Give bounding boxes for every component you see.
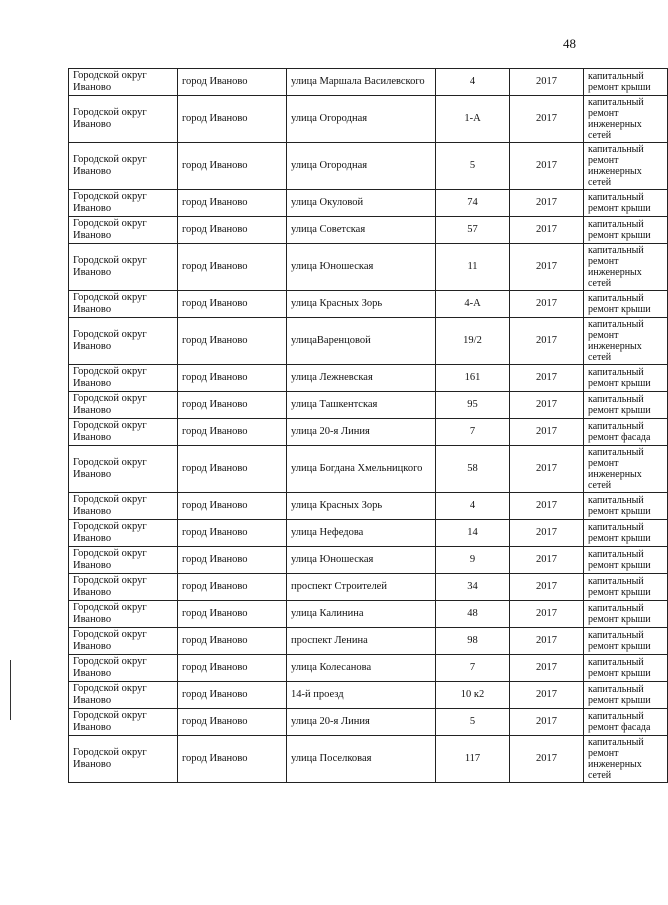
year-cell: 2017	[510, 682, 584, 709]
street-cell: улица Нефедова	[287, 520, 436, 547]
street-cell: улица Красных Зорь	[287, 493, 436, 520]
house-number-cell: 161	[436, 365, 510, 392]
table-row	[69, 318, 668, 365]
city-cell: город Иваново	[178, 392, 287, 419]
table-row	[69, 520, 668, 547]
table-row	[69, 655, 668, 682]
work-type-cell: капитальный ремонт инженерных сетей	[584, 244, 668, 291]
district-cell: Городской округ Иваново	[69, 318, 178, 365]
year-cell: 2017	[510, 318, 584, 365]
district-cell: Городской округ Иваново	[69, 244, 178, 291]
house-number-cell: 34	[436, 574, 510, 601]
street-cell: улицаВаренцовой	[287, 318, 436, 365]
city-cell: город Иваново	[178, 493, 287, 520]
city-cell: город Иваново	[178, 69, 287, 96]
city-cell: город Иваново	[178, 628, 287, 655]
house-number-cell: 4	[436, 69, 510, 96]
house-number-cell: 48	[436, 601, 510, 628]
street-cell: улица Огородная	[287, 96, 436, 143]
work-type-cell: капитальный ремонт крыши	[584, 392, 668, 419]
work-type-cell: капитальный ремонт крыши	[584, 601, 668, 628]
street-cell: улица Советская	[287, 217, 436, 244]
year-cell: 2017	[510, 574, 584, 601]
table-row	[69, 190, 668, 217]
street-cell: улица Лежневская	[287, 365, 436, 392]
year-cell: 2017	[510, 709, 584, 736]
city-cell: город Иваново	[178, 365, 287, 392]
city-cell: город Иваново	[178, 244, 287, 291]
year-cell: 2017	[510, 69, 584, 96]
district-cell: Городской округ Иваново	[69, 96, 178, 143]
district-cell: Городской округ Иваново	[69, 69, 178, 96]
district-cell: Городской округ Иваново	[69, 365, 178, 392]
house-number-cell: 10 к2	[436, 682, 510, 709]
street-cell: улица 20-я Линия	[287, 419, 436, 446]
year-cell: 2017	[510, 601, 584, 628]
year-cell: 2017	[510, 392, 584, 419]
work-type-cell: капитальный ремонт инженерных сетей	[584, 318, 668, 365]
district-cell: Городской округ Иваново	[69, 682, 178, 709]
street-cell: улица Огородная	[287, 143, 436, 190]
table-row	[69, 419, 668, 446]
city-cell: город Иваново	[178, 655, 287, 682]
work-type-cell: капитальный ремонт крыши	[584, 628, 668, 655]
table-row	[69, 69, 668, 96]
year-cell: 2017	[510, 493, 584, 520]
work-type-cell: капитальный ремонт инженерных сетей	[584, 96, 668, 143]
city-cell: город Иваново	[178, 143, 287, 190]
city-cell: город Иваново	[178, 682, 287, 709]
district-cell: Городской округ Иваново	[69, 628, 178, 655]
year-cell: 2017	[510, 190, 584, 217]
district-cell: Городской округ Иваново	[69, 709, 178, 736]
work-type-cell: капитальный ремонт инженерных сетей	[584, 736, 668, 783]
street-cell: улица Маршала Василевского	[287, 69, 436, 96]
district-cell: Городской округ Иваново	[69, 736, 178, 783]
work-type-cell: капитальный ремонт фасада	[584, 709, 668, 736]
registry-body	[69, 69, 668, 783]
year-cell: 2017	[510, 655, 584, 682]
table-row	[69, 547, 668, 574]
street-cell: улица Ташкентская	[287, 392, 436, 419]
street-cell: улица 20-я Линия	[287, 709, 436, 736]
city-cell: город Иваново	[178, 217, 287, 244]
house-number-cell: 58	[436, 446, 510, 493]
street-cell: улица Колесанова	[287, 655, 436, 682]
street-cell: 14-й проезд	[287, 682, 436, 709]
work-type-cell: капитальный ремонт крыши	[584, 190, 668, 217]
house-number-cell: 1-А	[436, 96, 510, 143]
district-cell: Городской округ Иваново	[69, 655, 178, 682]
house-number-cell: 7	[436, 419, 510, 446]
repair-registry-table	[68, 68, 668, 783]
district-cell: Городской округ Иваново	[69, 446, 178, 493]
work-type-cell: капитальный ремонт крыши	[584, 493, 668, 520]
year-cell: 2017	[510, 547, 584, 574]
street-cell: улица Красных Зорь	[287, 291, 436, 318]
city-cell: город Иваново	[178, 574, 287, 601]
district-cell: Городской округ Иваново	[69, 601, 178, 628]
house-number-cell: 4	[436, 493, 510, 520]
house-number-cell: 98	[436, 628, 510, 655]
table-row	[69, 244, 668, 291]
district-cell: Городской округ Иваново	[69, 291, 178, 318]
work-type-cell: капитальный ремонт инженерных сетей	[584, 143, 668, 190]
house-number-cell: 4-А	[436, 291, 510, 318]
work-type-cell: капитальный ремонт крыши	[584, 547, 668, 574]
city-cell: город Иваново	[178, 547, 287, 574]
work-type-cell: капитальный ремонт фасада	[584, 419, 668, 446]
district-cell: Городской округ Иваново	[69, 190, 178, 217]
street-cell: проспект Строителей	[287, 574, 436, 601]
city-cell: город Иваново	[178, 419, 287, 446]
house-number-cell: 95	[436, 392, 510, 419]
year-cell: 2017	[510, 446, 584, 493]
year-cell: 2017	[510, 96, 584, 143]
house-number-cell: 5	[436, 709, 510, 736]
table-row	[69, 682, 668, 709]
house-number-cell: 74	[436, 190, 510, 217]
work-type-cell: капитальный ремонт крыши	[584, 682, 668, 709]
work-type-cell: капитальный ремонт инженерных сетей	[584, 446, 668, 493]
city-cell: город Иваново	[178, 709, 287, 736]
street-cell: проспект Ленина	[287, 628, 436, 655]
house-number-cell: 5	[436, 143, 510, 190]
house-number-cell: 14	[436, 520, 510, 547]
street-cell: улица Калинина	[287, 601, 436, 628]
house-number-cell: 9	[436, 547, 510, 574]
year-cell: 2017	[510, 520, 584, 547]
work-type-cell: капитальный ремонт крыши	[584, 520, 668, 547]
city-cell: город Иваново	[178, 446, 287, 493]
table-row	[69, 601, 668, 628]
year-cell: 2017	[510, 291, 584, 318]
district-cell: Городской округ Иваново	[69, 392, 178, 419]
table-row	[69, 96, 668, 143]
table-row	[69, 628, 668, 655]
work-type-cell: капитальный ремонт крыши	[584, 655, 668, 682]
work-type-cell: капитальный ремонт крыши	[584, 574, 668, 601]
city-cell: город Иваново	[178, 520, 287, 547]
table-row	[69, 736, 668, 783]
year-cell: 2017	[510, 217, 584, 244]
table-row	[69, 709, 668, 736]
district-cell: Городской округ Иваново	[69, 143, 178, 190]
district-cell: Городской округ Иваново	[69, 217, 178, 244]
street-cell: улица Окуловой	[287, 190, 436, 217]
margin-mark	[10, 660, 11, 720]
city-cell: город Иваново	[178, 318, 287, 365]
table-row	[69, 143, 668, 190]
table-row	[69, 574, 668, 601]
house-number-cell: 19/2	[436, 318, 510, 365]
city-cell: город Иваново	[178, 190, 287, 217]
city-cell: город Иваново	[178, 601, 287, 628]
page-number: 48	[563, 36, 576, 51]
year-cell: 2017	[510, 419, 584, 446]
work-type-cell: капитальный ремонт крыши	[584, 69, 668, 96]
district-cell: Городской округ Иваново	[69, 574, 178, 601]
house-number-cell: 11	[436, 244, 510, 291]
city-cell: город Иваново	[178, 96, 287, 143]
street-cell: улица Богдана Хмельницкого	[287, 446, 436, 493]
table-row	[69, 392, 668, 419]
year-cell: 2017	[510, 365, 584, 392]
year-cell: 2017	[510, 736, 584, 783]
city-cell: город Иваново	[178, 291, 287, 318]
house-number-cell: 57	[436, 217, 510, 244]
work-type-cell: капитальный ремонт крыши	[584, 291, 668, 318]
work-type-cell: капитальный ремонт крыши	[584, 217, 668, 244]
street-cell: улица Поселковая	[287, 736, 436, 783]
table-row	[69, 365, 668, 392]
street-cell: улица Юношеская	[287, 244, 436, 291]
table-row	[69, 217, 668, 244]
house-number-cell: 117	[436, 736, 510, 783]
year-cell: 2017	[510, 244, 584, 291]
district-cell: Городской округ Иваново	[69, 520, 178, 547]
table-row	[69, 493, 668, 520]
year-cell: 2017	[510, 628, 584, 655]
table-row	[69, 446, 668, 493]
city-cell: город Иваново	[178, 736, 287, 783]
table-row	[69, 291, 668, 318]
work-type-cell: капитальный ремонт крыши	[584, 365, 668, 392]
district-cell: Городской округ Иваново	[69, 547, 178, 574]
house-number-cell: 7	[436, 655, 510, 682]
street-cell: улица Юношеская	[287, 547, 436, 574]
year-cell: 2017	[510, 143, 584, 190]
district-cell: Городской округ Иваново	[69, 419, 178, 446]
district-cell: Городской округ Иваново	[69, 493, 178, 520]
